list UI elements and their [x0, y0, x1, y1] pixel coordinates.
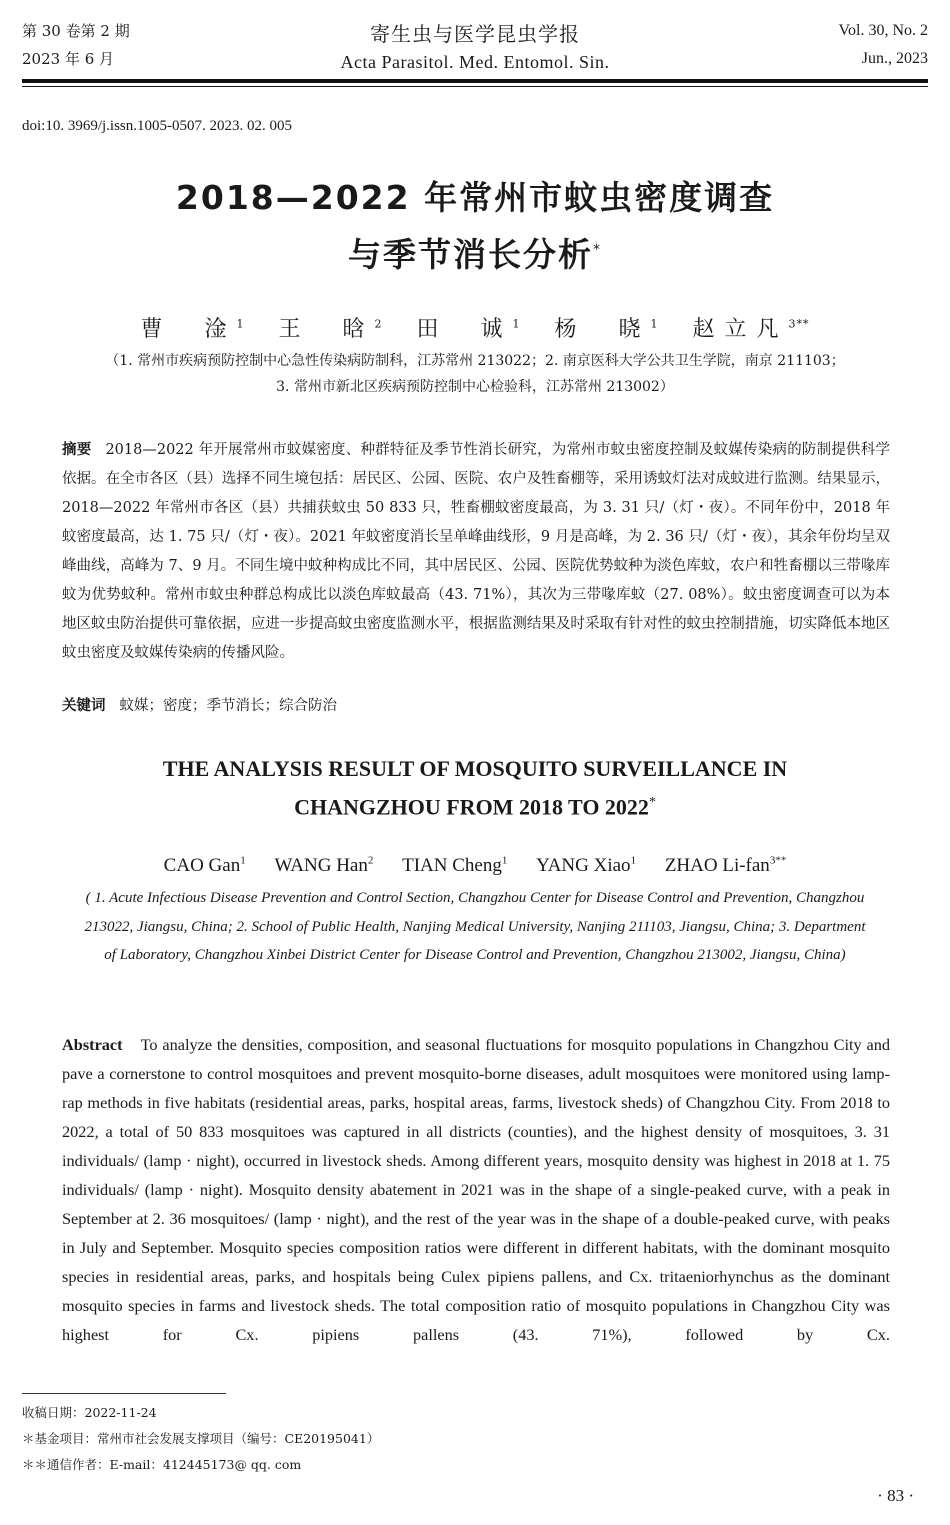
journal-title-cn: 寄生虫与医学昆虫学报	[370, 22, 580, 46]
author-cn: 杨 晓$^1$	[554, 317, 659, 342]
title-cn-line2-wrap	[0, 224, 950, 281]
abstract-cn	[62, 436, 890, 668]
authors-cn	[0, 312, 950, 343]
abstract-en-text: To analyze the densities, composition, and seasonal fluctuations for mosquito populations in Changzhou City and pave a cornerstone to control mosquitoes and prevent mosquito-borne diseases, adult mosquitoes were monitored using lamp-rap methods in five habitats (residential areas, parks, hospital areas, farms, livestock sheds) of Changzhou City. From 2018 to 2022, a total of 50 833 mosquitoes was captured in all districts (counties), and the highest density of mosquitoes, 3. 31 individuals/ (lamp · night), occurred in livestock sheds. Among different years, mosquito density was highest in 2018 at 1. 75 individuals/ (lamp · night). Mosquito density abatement in 2021 was in the shape of a single-peaked curve, with a peak in September at 2. 36 mosquitoes/ (lamp · night), and the rest of the year was in the shape of a double-peaked curve, with peaks in July and September. Mosquito species composition ratios were different in different habitats, with the dominant mosquito species in residential areas, parks, and hospitals being Culex pipiens pallens, and Cx. tritaeniorhynchus as the dominant mosquito species in farms and livestock sheds. The total composition ratio of mosquito populations in Changzhou City was highest for Cx. pipiens pallens (43. 71%), followed by Cx.	[62, 1035, 890, 1344]
author-en: TIAN Cheng$^1$	[402, 855, 508, 877]
doi: doi:10. 3969/j.issn.1005-0507. 2023. 02. 005	[22, 118, 293, 134]
author-cn: 赵立凡$^{3**}$	[692, 317, 810, 342]
abstract-en-label: Abstract	[62, 1035, 123, 1054]
header-rule-thin	[22, 86, 928, 87]
author-en: ZHAO Li-fan$^{3**}$	[664, 855, 787, 877]
keywords-cn	[62, 692, 890, 721]
title-cn-mark: *	[593, 242, 602, 258]
title-cn-line2: 与季节消长分析	[348, 235, 593, 274]
footnote-received: 收稿日期：2022-11-24	[22, 1405, 157, 1420]
footnote-corresponding: ＊＊通信作者：E-mail：412445173@ qq. com	[22, 1457, 302, 1472]
keywords-cn-label: 关键词	[62, 698, 106, 714]
author-en: YANG Xiao$^1$	[536, 855, 637, 877]
title-cn-line1: 2018—2022 年常州市蚊虫密度调查	[175, 178, 775, 217]
affiliations-cn: （1. 常州市疾病预防控制中心急性传染病防制科，江苏常州 213022；2. 南京医科大学公共卫生学院，南京 211103；3. 常州市新北区疾病预防控制中心检验科，江苏常州 213002）	[105, 353, 845, 395]
abstract-cn-text: 2018—2022 年开展常州市蚊媒密度、种群特征及季节性消长研究，为常州市蚊虫密度控制及蚊媒传染病的防制提供科学依据。在全市各区（县）选择不同生境包括：居民区、公园、医院、农户及牲畜棚等，采用诱蚊灯法对成蚊进行监测。结果显示，2018—2022 年常州市各区（县）共捕获蚊虫 50 833 只，牲畜棚蚊密度最高，为 3. 31 只/（灯・夜）。不同年份中，2018 年蚊密度最高，达 1. 75 只/（灯・夜）。2021 年蚊密度消长呈单峰曲线形，9 月是高峰，为 2. 36 只/（灯・夜），其余年份均呈双峰曲线，高峰为 7、9 月。不同生境中蚊种构成比不同，其中居民区、公园、医院优势蚊种为淡色库蚊，农户和牲畜棚以三带喙库蚊为优势蚊种。常州市蚊虫种群总构成比以淡色库蚊最高（43. 71%），其次为三带喙库蚊（27. 08%）。蚊虫密度调查可以为本地区蚊虫防治提供可靠依据，应进一步提高蚊虫密度监测水平，根据监测结果及时采取有针对性的蚊虫控制措施，切实降低本地区蚊虫密度及蚊媒传染病的传播风险。	[62, 442, 890, 661]
header-date-cn: 2023 年 6 月	[22, 50, 115, 68]
author-cn: 曹 淦$^1$	[140, 317, 245, 342]
authors-en	[0, 855, 950, 877]
header-volume-cn: 第 30 卷第 2 期	[22, 22, 130, 40]
article-title-en	[0, 752, 950, 824]
header-volume-en: Vol. 30, No. 2	[838, 22, 928, 39]
title-en-line2-wrap	[0, 786, 950, 824]
article-title-cn	[0, 172, 950, 281]
header-date-en: Jun., 2023	[861, 50, 928, 67]
footnote-rule	[22, 1393, 226, 1394]
title-en-line1: THE ANALYSIS RESULT OF MOSQUITO SURVEILLANCE IN	[162, 756, 788, 781]
author-en: WANG Han$^2$	[274, 855, 374, 877]
abstract-cn-label: 摘要	[62, 442, 92, 458]
title-en-line2: CHANGZHOU FROM 2018 TO 2022	[294, 794, 649, 820]
header-rule-thick	[22, 79, 928, 83]
author-cn: 田 诚$^1$	[416, 317, 521, 342]
footnote-fund: ＊基金项目：常州市社会发展支撑项目（编号：CE20195041）	[22, 1431, 380, 1446]
page-number: · 83 ·	[877, 1486, 914, 1505]
title-en-mark: *	[648, 795, 656, 810]
author-cn: 王 晗$^2$	[278, 317, 383, 342]
keywords-cn-text: 蚊媒；密度；季节消长；综合防治	[119, 698, 337, 714]
journal-title-en: Acta Parasitol. Med. Entomol. Sin.	[340, 52, 610, 72]
abstract-en	[62, 1030, 890, 1349]
affiliations-en: ( 1. Acute Infectious Disease Prevention and Control Section, Changzhou Center for Disease Control and Prevention, Changzhou 213022, Jiangsu, China; 2. School of Public Health, Nanjing Medical University, Nanjing 211103, Jiangsu, China; 3. Department of Laboratory, Changzhou Xinbei District Center for Disease Control and Prevention, Changzhou 213002, Jiangsu, China)	[84, 890, 866, 963]
author-en: CAO Gan$^1$	[163, 855, 246, 877]
